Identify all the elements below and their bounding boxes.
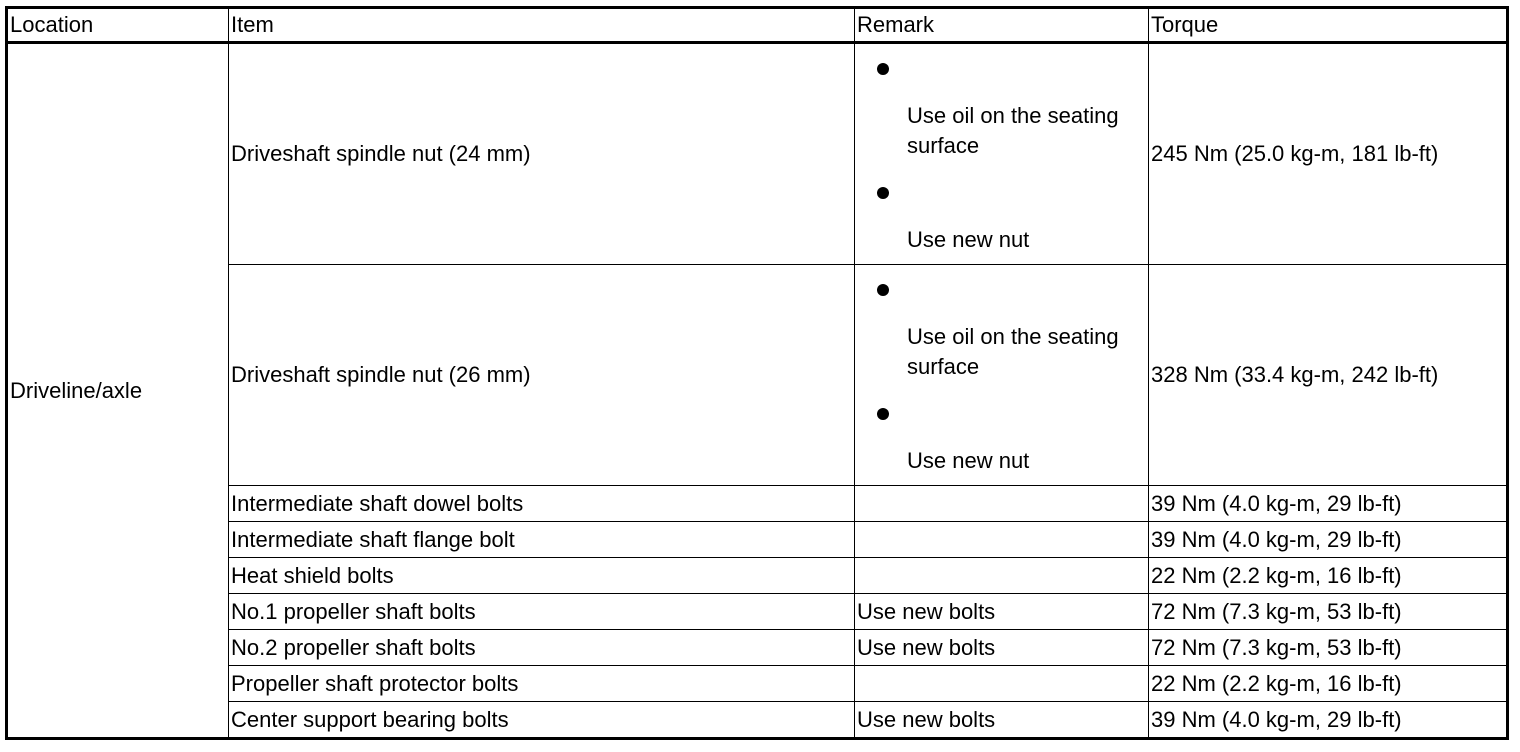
torque-cell: 22 Nm (2.2 kg-m, 16 lb-ft) bbox=[1149, 666, 1508, 702]
table-row bbox=[7, 522, 1508, 558]
header-location: Location bbox=[7, 8, 229, 43]
table-row bbox=[7, 265, 1508, 486]
item-cell: Intermediate shaft flange bolt bbox=[229, 522, 855, 558]
remark-text: Use oil on the seating surface bbox=[907, 323, 1119, 379]
table-row bbox=[7, 486, 1508, 522]
item-cell: No.2 propeller shaft bolts bbox=[229, 630, 855, 666]
remark-bullet bbox=[857, 408, 1146, 476]
table-row bbox=[7, 558, 1508, 594]
remark-list bbox=[857, 63, 1146, 255]
remark-cell bbox=[855, 522, 1149, 558]
torque-spec-table bbox=[5, 6, 1509, 740]
remark-list bbox=[857, 284, 1146, 476]
remark-cell: Use new bolts bbox=[855, 630, 1149, 666]
item-cell: Center support bearing bolts bbox=[229, 702, 855, 739]
item-cell: Intermediate shaft dowel bolts bbox=[229, 486, 855, 522]
bullet-icon bbox=[877, 408, 889, 420]
torque-cell: 72 Nm (7.3 kg-m, 53 lb-ft) bbox=[1149, 630, 1508, 666]
remark-cell bbox=[855, 43, 1149, 265]
item-cell: Propeller shaft protector bolts bbox=[229, 666, 855, 702]
torque-cell: 245 Nm (25.0 kg-m, 181 lb-ft) bbox=[1149, 43, 1508, 265]
item-cell: No.1 propeller shaft bolts bbox=[229, 594, 855, 630]
remark-text: Use new nut bbox=[907, 226, 1030, 252]
remark-cell bbox=[855, 558, 1149, 594]
torque-cell: 328 Nm (33.4 kg-m, 242 lb-ft) bbox=[1149, 265, 1508, 486]
torque-cell: 39 Nm (4.0 kg-m, 29 lb-ft) bbox=[1149, 522, 1508, 558]
table-row bbox=[7, 630, 1508, 666]
table-row bbox=[7, 43, 1508, 265]
remark-cell: Use new bolts bbox=[855, 702, 1149, 739]
table-row bbox=[7, 594, 1508, 630]
torque-cell: 39 Nm (4.0 kg-m, 29 lb-ft) bbox=[1149, 702, 1508, 739]
table-row bbox=[7, 702, 1508, 739]
item-cell: Driveshaft spindle nut (26 mm) bbox=[229, 265, 855, 486]
table-row bbox=[7, 666, 1508, 702]
remark-bullet bbox=[857, 284, 1146, 399]
remark-cell bbox=[855, 265, 1149, 486]
location-cell: Driveline/axle bbox=[7, 43, 229, 739]
remark-cell bbox=[855, 666, 1149, 702]
header-torque: Torque bbox=[1149, 8, 1508, 43]
header-row bbox=[7, 8, 1508, 43]
bullet-icon bbox=[877, 63, 889, 75]
bullet-icon bbox=[877, 284, 889, 296]
remark-cell bbox=[855, 486, 1149, 522]
item-cell: Driveshaft spindle nut (24 mm) bbox=[229, 43, 855, 265]
header-remark: Remark bbox=[855, 8, 1149, 43]
torque-cell: 22 Nm (2.2 kg-m, 16 lb-ft) bbox=[1149, 558, 1508, 594]
header-item: Item bbox=[229, 8, 855, 43]
torque-cell: 72 Nm (7.3 kg-m, 53 lb-ft) bbox=[1149, 594, 1508, 630]
remark-bullet bbox=[857, 63, 1146, 178]
torque-cell: 39 Nm (4.0 kg-m, 29 lb-ft) bbox=[1149, 486, 1508, 522]
remark-text: Use oil on the seating surface bbox=[907, 102, 1119, 158]
remark-cell: Use new bolts bbox=[855, 594, 1149, 630]
remark-bullet bbox=[857, 187, 1146, 255]
bullet-icon bbox=[877, 187, 889, 199]
remark-text: Use new nut bbox=[907, 447, 1030, 473]
item-cell: Heat shield bolts bbox=[229, 558, 855, 594]
